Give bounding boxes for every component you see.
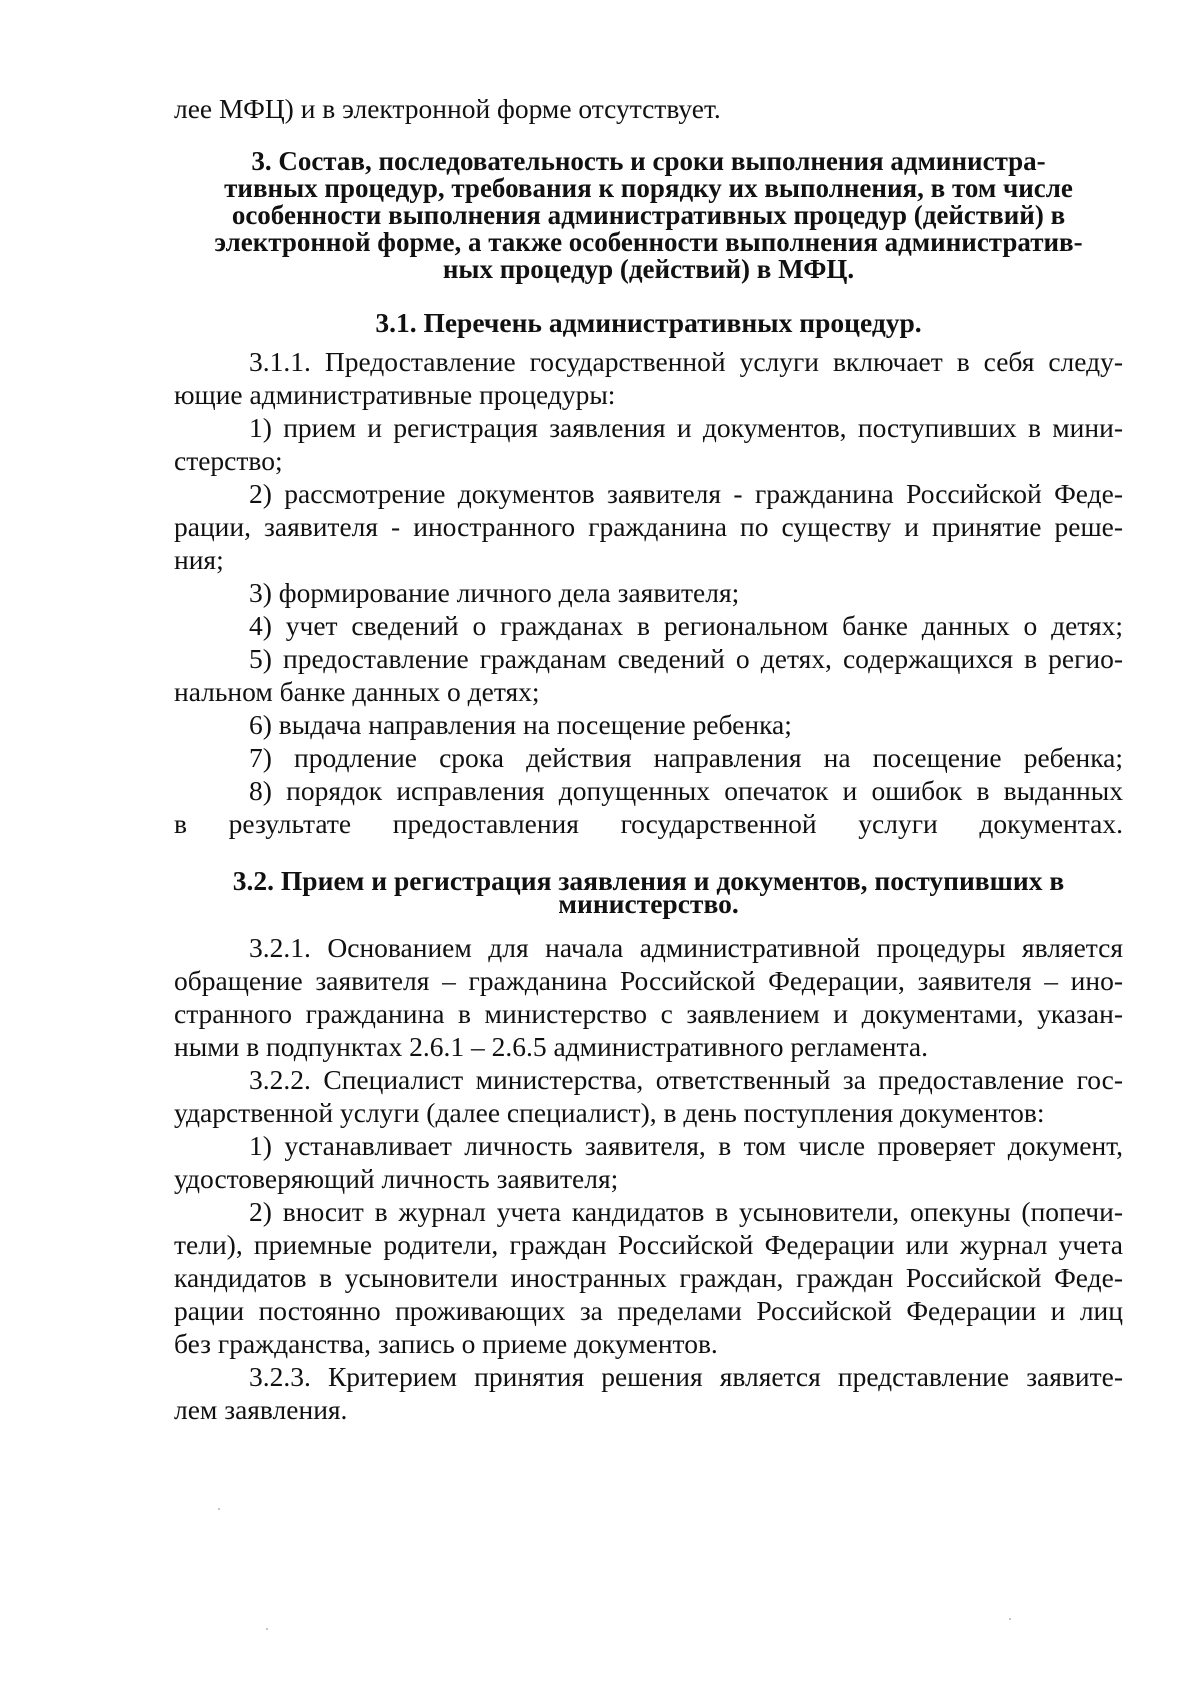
list-item-continuation: ния; — [174, 544, 224, 575]
heading-line: 3. Состав, последовательность и сроки выполнения администра- — [251, 146, 1046, 176]
heading-line: 3.2. Прием и регистрация заявления и документов, поступивших в — [232, 865, 1065, 896]
text-line: 3.2.2. Специалист министерства, ответственный за предоставление гос- — [249, 1064, 1123, 1095]
scan-speck — [1009, 1618, 1011, 1620]
list-item-continuation: рации постоянно проживающих за пределами Российской Федерации и лиц — [174, 1295, 1123, 1326]
list-item: 1) прием и регистрация заявления и документов, поступивших в мини- — [249, 412, 1123, 443]
intro-line: лее МФЦ) и в электронной форме отсутствует. — [174, 93, 721, 124]
text-line: ными в подпунктах 2.6.1 – 2.6.5 административного регламента. — [174, 1031, 928, 1062]
list-item: 5) предоставление гражданам сведений о детях, содержащихся в регио- — [249, 643, 1123, 674]
list-item: 2) рассмотрение документов заявителя - гражданина Российской Феде- — [249, 478, 1123, 509]
list-item-continuation: в результате предоставления государственной услуги документах. — [174, 808, 1123, 839]
section-3-1-heading: 3.1. Перечень административных процедур. — [375, 307, 922, 338]
text-line: ющие административные процедуры: — [174, 379, 616, 410]
text-line: странного гражданина в министерство с заявлением и документами, указан- — [174, 998, 1123, 1029]
list-item-continuation: нальном банке данных о детях; — [174, 676, 540, 707]
list-item-continuation: стерство; — [174, 445, 283, 476]
list-item: 3) формирование личного дела заявителя; — [249, 577, 740, 608]
heading-line: тивных процедур, требования к порядку их выполнения, в том числе — [224, 173, 1073, 203]
scan-speck — [266, 1628, 268, 1630]
heading-line: министерство. — [558, 888, 739, 919]
heading-line: особенности выполнения административных процедур (действий) в — [231, 200, 1066, 230]
list-item: 4) учет сведений о гражданах в региональном банке данных о детях; — [249, 610, 1123, 641]
list-item: 7) продление срока действия направления на посещение ребенка; — [249, 742, 1123, 773]
list-item-continuation: кандидатов в усыновители иностранных граждан, граждан Российской Феде- — [174, 1262, 1123, 1293]
list-item-continuation: удостоверяющий личность заявителя; — [174, 1163, 619, 1194]
scan-speck — [218, 1508, 220, 1510]
list-item-continuation: тели), приемные родители, граждан Российской Федерации или журнал учета — [174, 1229, 1123, 1260]
text-line: 3.1.1. Предоставление государственной услуги включает в себя следу- — [249, 346, 1123, 377]
heading-line: ных процедур (действий) в МФЦ. — [442, 254, 855, 284]
text-line: 3.2.3. Критерием принятия решения является представление заявите- — [249, 1361, 1123, 1392]
list-item: 1) устанавливает личность заявителя, в том числе проверяет документ, — [249, 1130, 1123, 1161]
text-line: 3.2.1. Основанием для начала административной процедуры является — [249, 932, 1123, 963]
heading-line: электронной форме, а также особенности выполнения административ- — [214, 227, 1083, 257]
text-line: обращение заявителя – гражданина Российской Федерации, заявителя – ино- — [174, 965, 1123, 996]
text-line: лем заявления. — [174, 1394, 348, 1425]
list-item-continuation: рации, заявителя - иностранного гражданина по существу и принятие реше- — [174, 511, 1123, 542]
list-item: 8) порядок исправления допущенных опечаток и ошибок в выданных — [249, 775, 1123, 806]
list-item: 6) выдача направления на посещение ребенка; — [249, 709, 792, 740]
list-item: 2) вносит в журнал учета кандидатов в усыновители, опекуны (попечи- — [249, 1196, 1123, 1227]
list-item-continuation: без гражданства, запись о приеме документов. — [174, 1328, 718, 1359]
text-line: ударственной услуги (далее специалист), в день поступления документов: — [174, 1097, 1045, 1128]
